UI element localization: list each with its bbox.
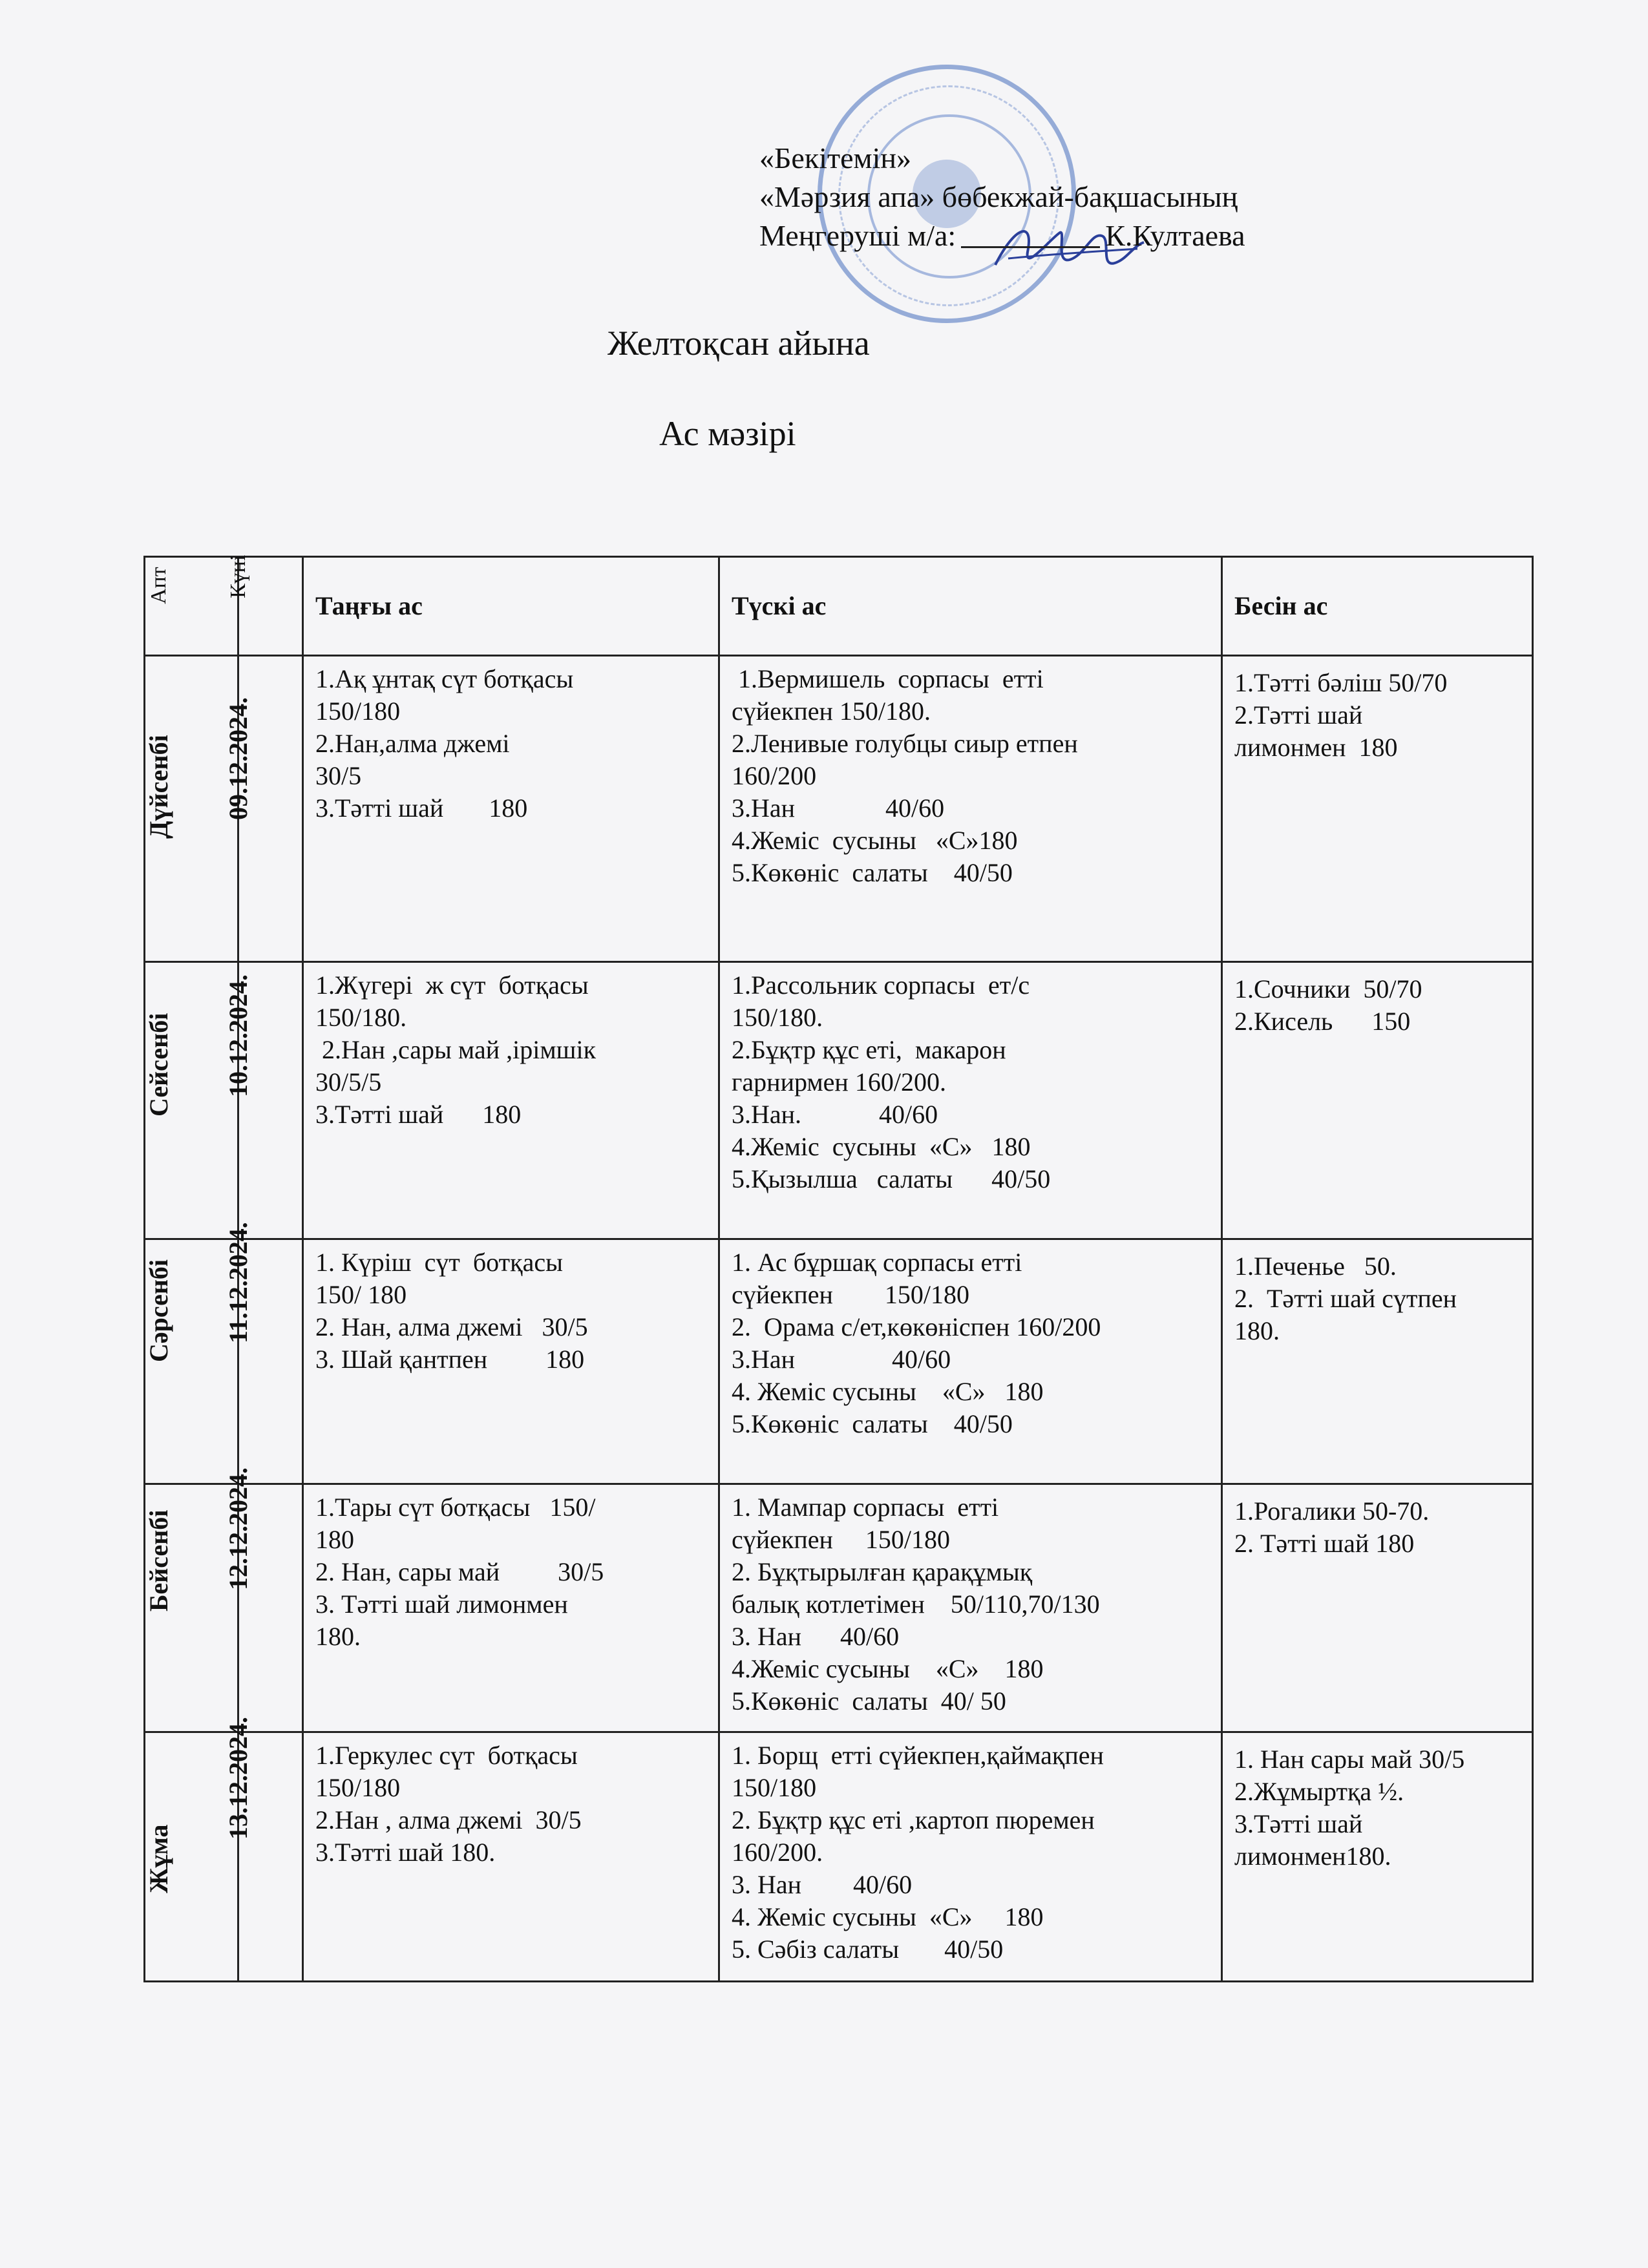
lunch-item: 4.Жеміс сусыны «С» 180 [732,1654,1044,1683]
lunch-item: балық котлетімен 50/110,70/130 [732,1590,1100,1619]
lunch-item: 4.Жеміс сусыны «С»180 [732,826,1018,855]
lunch-item: 2. Бұқтр құс еті ,картоп пюремен [732,1805,1095,1834]
lunch-item: сүйекпен 150/180. [732,697,931,726]
breakfast-item: 30/5 [315,761,362,790]
table-row [145,1239,1533,1484]
breakfast-item: 150/180. [315,1003,407,1032]
lunch-item: 3. Нан 40/60 [732,1622,900,1651]
lunch-item: 2. Бұқтырылған қарақұмық [732,1557,1033,1586]
breakfast-item: 1. Күріш сүт ботқасы [315,1248,563,1277]
breakfast-item: 3.Тәтті шай 180 [315,1100,522,1129]
lunch-cell [719,1484,1222,1732]
snack-item: 1.Печенье 50. [1234,1252,1397,1281]
lunch-item: 160/200 [732,761,817,790]
breakfast-item: 1.Геркулес сүт ботқасы [315,1741,578,1770]
breakfast-item: 180 [315,1525,354,1554]
weekday-cell: Сәрсенбі [145,1239,238,1484]
lunch-item: гарнирмен 160/200. [732,1067,946,1097]
lunch-item: 4.Жеміс сусыны «С» 180 [732,1132,1031,1161]
lunch-item: 5.Көкөніс салаты 40/50 [732,858,1013,887]
breakfast-item: 1.Тары сүт ботқасы 150/ [315,1493,596,1522]
lunch-item: 2.Ленивые голубцы сиыр етпен [732,729,1078,758]
date-cell: 09.12.2024. [238,656,303,962]
lunch-item: 1. Мампар сорпасы етті [732,1493,999,1522]
signature-line [961,246,1100,248]
date-cell: 13.12.2024. [238,1732,303,1982]
lunch-cell [719,656,1222,962]
snack-item: 3.Тәтті шай [1234,1809,1363,1838]
breakfast-item: 1.Жүгері ж сүт ботқасы [315,971,589,1000]
lunch-item: 1.Рассольник сорпасы ет/с [732,971,1030,1000]
snack-cell [1222,1732,1533,1982]
lunch-item: 160/200. [732,1838,823,1867]
snack-cell [1222,962,1533,1239]
header-breakfast: Таңғы ас [303,557,719,656]
weekday-cell: Жұма [145,1732,238,1982]
month-title: Желтоқсан айына [607,324,870,362]
lunch-cell [719,962,1222,1239]
snack-item: лимонмен180. [1234,1842,1391,1871]
breakfast-item: 150/ 180 [315,1280,407,1309]
breakfast-item: 150/180 [315,697,401,726]
snack-item: 2.Жұмыртқа ½. [1234,1777,1404,1806]
lunch-item: 4. Жеміс сусыны «С» 180 [732,1377,1044,1406]
menu-title: Ас мәзірі [659,414,796,453]
table-header-row [145,557,1533,656]
approval-block [759,139,1245,255]
snack-item: 2.Кисель 150 [1234,1007,1411,1036]
lunch-item: 150/180. [732,1003,823,1032]
table-row [145,1732,1533,1982]
breakfast-item: 2. Нан, алма джемі 30/5 [315,1312,588,1341]
snack-item: 2. Тәтті шай 180 [1234,1529,1415,1558]
lunch-item: 2. Орама с/ет,көкөніспен 160/200 [732,1312,1101,1341]
lunch-item: 5.Көкөніс салаты 40/ 50 [732,1686,1006,1716]
weekday-cell: Сейсенбі [145,962,238,1239]
snack-item: 1. Нан сары май 30/5 [1234,1745,1465,1774]
header-snack: Бесін ас [1222,557,1533,656]
date-cell: 12.12.2024. [238,1484,303,1732]
snack-cell [1222,656,1533,962]
lunch-item: 3.Нан. 40/60 [732,1100,938,1129]
lunch-item: 150/180 [732,1773,817,1802]
lunch-item: 4. Жеміс сусыны «С» 180 [732,1902,1044,1931]
snack-cell [1222,1239,1533,1484]
breakfast-item: 2. Нан, сары май 30/5 [315,1557,604,1586]
approval-name: К.Култаева [1105,219,1245,252]
breakfast-item: 180. [315,1622,361,1651]
lunch-item: сүйекпен 150/180 [732,1525,951,1554]
breakfast-cell [303,656,719,962]
snack-item: лимонмен 180 [1234,733,1398,762]
lunch-item: 3.Нан 40/60 [732,1345,951,1374]
breakfast-item: 2.Нан , алма джемі 30/5 [315,1805,582,1834]
table-row [145,1484,1533,1732]
breakfast-cell [303,1732,719,1982]
breakfast-item: 3. Шай қантпен 180 [315,1345,585,1374]
lunch-item: сүйекпен 150/180 [732,1280,970,1309]
breakfast-item: 2.Нан,алма джемі [315,729,510,758]
lunch-item: 1. Борщ етті сүйекпен,қаймақпен [732,1741,1104,1770]
lunch-item: 5. Сәбіз салаты 40/50 [732,1935,1004,1964]
snack-item: 180. [1234,1316,1280,1345]
snack-item: 1.Рогалики 50-70. [1234,1496,1430,1526]
weekday-cell: Бейсенбі [145,1484,238,1732]
date-cell: 10.12.2024. [238,962,303,1239]
snack-item: 1.Тәтті бәліш 50/70 [1234,668,1448,697]
lunch-item: 5.Көкөніс салаты 40/50 [732,1409,1013,1438]
lunch-item: 3. Нан 40/60 [732,1870,913,1899]
approval-line-3 [759,216,1245,255]
breakfast-item: 2.Нан ,сары май ,ірімшік [315,1035,597,1064]
breakfast-cell [303,962,719,1239]
approval-role: Меңгеруші м/а: [759,219,956,252]
table-row [145,962,1533,1239]
breakfast-item: 3.Тәтті шай 180 [315,793,528,823]
lunch-item: 1.Вермишель сорпасы етті [732,664,1044,693]
snack-item: 2.Тәтті шай [1234,700,1363,730]
lunch-cell [719,1239,1222,1484]
approval-line-2: «Мәрзия апа» бөбекжай-бақшасының [759,180,1238,213]
breakfast-item: 3. Тәтті шай лимонмен [315,1590,568,1619]
approval-line-1: «Бекітемін» [759,142,911,174]
snack-item: 2. Тәтті шай сүтпен [1234,1284,1457,1313]
snack-item: 1.Сочники 50/70 [1234,974,1422,1003]
header-day: Күні [238,557,303,656]
header-lunch: Түскі ас [719,557,1222,656]
lunch-item: 1. Ас бұршақ сорпасы етті [732,1248,1022,1277]
breakfast-cell [303,1484,719,1732]
snack-cell [1222,1484,1533,1732]
table-row [145,656,1533,962]
lunch-item: 5.Қызылша салаты 40/50 [732,1164,1051,1193]
breakfast-cell [303,1239,719,1484]
weekday-cell: Дүйсенбі [145,656,238,962]
lunch-cell [719,1732,1222,1982]
breakfast-item: 1.Ақ ұнтақ сүт ботқасы [315,664,574,693]
breakfast-item: 3.Тәтті шай 180. [315,1838,496,1867]
menu-table [143,556,1534,1982]
lunch-item: 3.Нан 40/60 [732,793,945,823]
lunch-item: 2.Бұқтр құс еті, макарон [732,1035,1006,1064]
breakfast-item: 30/5/5 [315,1067,382,1097]
breakfast-item: 150/180 [315,1773,401,1802]
date-cell: 11.12.2024. [238,1239,303,1484]
header-week: Апт [145,557,238,656]
